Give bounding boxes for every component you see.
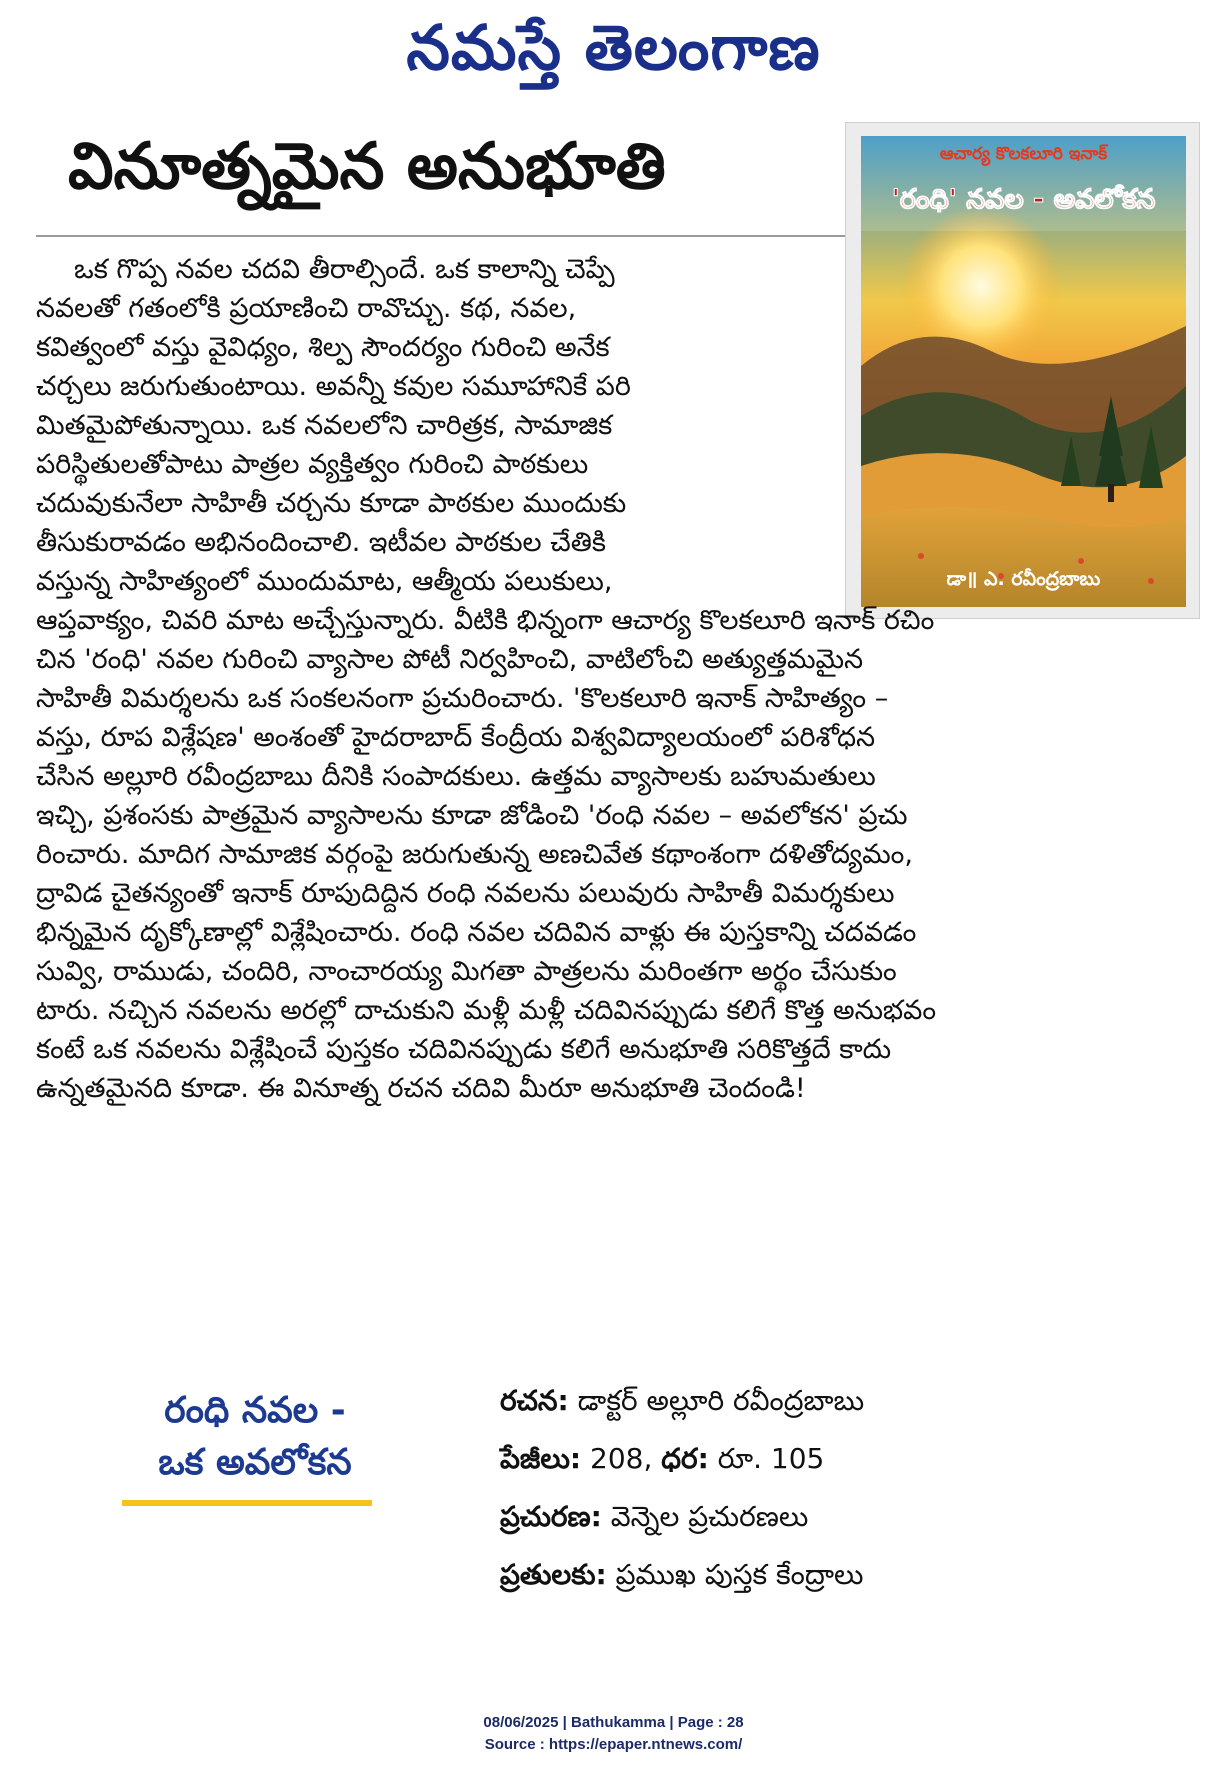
footer-date-page: 08/06/2025 | Bathukamma | Page : 28 <box>483 1714 744 1731</box>
article-line: ఉన్నతమైనది కూడా. ఈ వినూత్న రచన చదివి మీరూ అనుభూతి చెందండి! <box>36 1073 806 1104</box>
article-line: పరిస్థితులతోపాటు పాత్రల వ్యక్తిత్వం గురించి పాఠకులు <box>36 449 589 480</box>
article-line: కవిత్వంలో వస్తు వైవిధ్యం, శిల్ప సౌందర్యం గురించి అనేక <box>36 332 610 363</box>
book-box-title <box>100 1385 410 1489</box>
credit-publisher-row <box>500 1488 1190 1546</box>
credit-price-label: ధర: <box>661 1442 709 1475</box>
article-line: ద్రావిడ చైతన్యంతో ఇనాక్ రూపుదిద్దిన రంధి నవలను పలువురు సాహితీ విమర్శకులు <box>36 878 895 909</box>
book-box-underline <box>122 1500 372 1506</box>
article-line: సాహితీ విమర్శలను ఒక సంకలనంగా ప్రచురించారు. 'కొలకలూరి ఇనాక్ సాహిత్యం – <box>36 683 889 714</box>
article-headline: వినూత్నమైన అనుభూతి <box>68 130 666 204</box>
article-body <box>36 250 1196 1108</box>
credit-copies-value: ప్రముఖ పుస్తక కేంద్రాలు <box>615 1558 864 1591</box>
article-line: కంటే ఒక నవలను విశ్లేషించే పుస్తకం చదివినప్పుడు కలిగే అనుభూతి సరికొత్తదే కాదు <box>36 1034 892 1065</box>
credit-publisher-value: వెన్నెల ప్రచురణలు <box>610 1500 809 1533</box>
footer-source-link[interactable]: Source : https://epaper.ntnews.com/ <box>484 1736 743 1753</box>
credit-author-label: రచన: <box>500 1384 569 1417</box>
article-line: టారు. నచ్చిన నవలను అరల్లో దాచుకుని మళ్లీ మళ్లీ చదివినప్పుడు కలిగే కొత్త అనుభవం <box>36 995 937 1026</box>
article-line: నవలతో గతంలోకి ప్రయాణించి రావొచ్చు. కథ, నవల, <box>36 293 577 324</box>
book-box-title-line1: రంధి నవల - <box>164 1390 346 1431</box>
credit-pages-label: పేజీలు: <box>500 1442 582 1475</box>
headline-divider <box>36 235 848 237</box>
article-line: సువ్వి, రాముడు, చందిరి, నాంచారయ్య మిగతా పాత్రలను మరింతగా అర్థం చేసుకుం <box>36 956 897 987</box>
credit-pages-row <box>500 1430 1190 1488</box>
article-line: ఆప్తవాక్యం, చివరి మాట అచ్చేస్తున్నారు. వీటికి భిన్నంగా ఆచార్య కొలకలూరి ఇనాక్ రచిం <box>36 605 935 636</box>
article-line: వస్తు, రూప విశ్లేషణ' అంశంతో హైదరాబాద్ కేంద్రీయ విశ్వవిద్యాలయంలో పరిశోధన <box>36 722 876 753</box>
page-footer <box>0 1712 1227 1756</box>
credit-copies-row <box>500 1546 1190 1604</box>
article-line: మితమైపోతున్నాయి. ఒక నవలలోని చారిత్రక, సామాజిక <box>36 410 613 441</box>
credit-pages-value: 208, <box>590 1442 653 1475</box>
cover-series-text: ఆచార్య కొలకలూరి ఇనాక్ <box>939 144 1108 164</box>
article-line: వస్తున్న సాహిత్యంలో ముందుమాట, ఆత్మీయ పలుకులు, <box>36 566 613 597</box>
credit-author-value: డాక్టర్ అల్లూరి రవీంద్రబాబు <box>577 1384 865 1417</box>
cover-title-text: 'రంధి' నవల - అవలోకన <box>891 184 1156 215</box>
credit-author-row <box>500 1372 1190 1430</box>
article-line: భిన్నమైన దృక్కోణాల్లో విశ్లేషించారు. రంధి నవల చదివిన వాళ్లు ఈ పుస్తకాన్ని చదవడం <box>36 917 917 948</box>
masthead-logo: నమస్తే తెలంగాణ <box>406 11 821 84</box>
credit-price-value: రూ. 105 <box>717 1442 825 1475</box>
credit-copies-label: ప్రతులకు: <box>500 1558 607 1591</box>
article-line: చిన 'రంధి' నవల గురించి వ్యాసాల పోటీ నిర్వహించి, వాటిలోంచి అత్యుత్తమమైన <box>36 644 864 675</box>
credit-publisher-label: ప్రచురణ: <box>500 1500 602 1533</box>
article-paragraph <box>36 250 1196 1108</box>
book-credits <box>500 1372 1190 1604</box>
cover-author-text: డా॥ ఎ. రవీంద్రబాబు <box>946 568 1101 590</box>
article-line: చేసిన అల్లూరి రవీంద్రబాబు దీనికి సంపాదకులు. ఉత్తమ వ్యాసాలకు బహుమతులు <box>36 761 876 792</box>
article-line: ఇచ్చి, ప్రశంసకు పాత్రమైన వ్యాసాలను కూడా జోడించి 'రంధి నవల – అవలోకన' ప్రచు <box>36 800 908 831</box>
article-line: చదువుకునేలా సాహితీ చర్చను కూడా పాఠకుల ముందుకు <box>36 488 627 519</box>
article-line: చర్చలు జరుగుతుంటాయి. అవన్నీ కవుల సమూహానికే పరి <box>36 371 631 402</box>
article-line: తీసుకురావడం అభినందించాలి. ఇటీవల పాఠకుల చేతికి <box>36 527 607 558</box>
article-line: ఒక గొప్ప నవల చదవి తీరాల్సిందే. ఒక కాలాన్ని చెప్పే <box>74 254 615 285</box>
article-line: రించారు. మాదిగ సామాజిక వర్గంపై జరుగుతున్న అణచివేత కథాంశంగా దళితోద్యమం, <box>36 839 913 870</box>
book-box-title-line2: ఒక అవలోకన <box>158 1442 352 1483</box>
